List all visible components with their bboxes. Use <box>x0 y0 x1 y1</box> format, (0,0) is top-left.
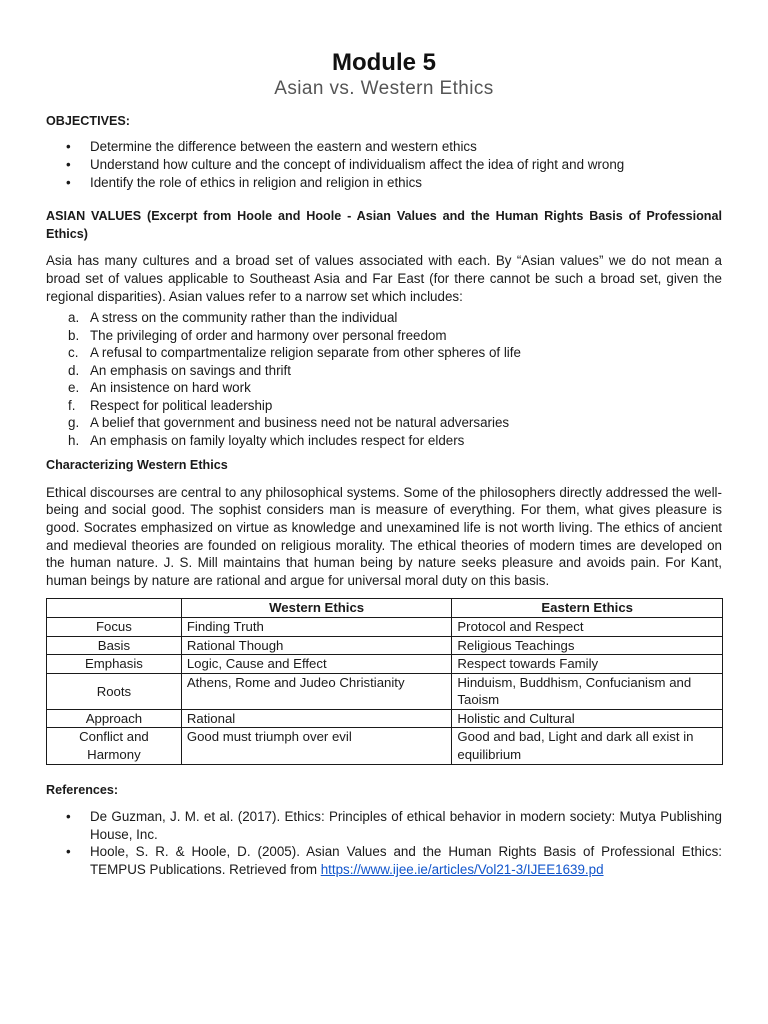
table-row <box>47 636 723 655</box>
list-marker: e. <box>68 380 80 396</box>
list-marker: c. <box>68 345 79 361</box>
table-cell: Hinduism, Buddhism, Confucianism and Taoism <box>452 673 723 709</box>
references-list <box>46 808 722 878</box>
ethics-comparison-table <box>46 598 723 764</box>
list-marker: g. <box>68 415 80 431</box>
page-subtitle: Asian vs. Western Ethics <box>274 78 494 99</box>
table-row <box>47 655 723 674</box>
table-cell: Holistic and Cultural <box>452 709 723 728</box>
reference-link[interactable]: https://www.ijee.ie/articles/Vol21-3/IJEE1639.pd <box>320 862 604 878</box>
list-item-text: An emphasis on family loyalty which includes respect for elders <box>90 432 465 448</box>
list-item <box>90 843 722 878</box>
table-row-label: Basis <box>47 636 182 655</box>
list-item-text: A stress on the community rather than the individual <box>90 310 398 326</box>
reference-text: De Guzman, J. M. et al. (2017). Ethics: Principles of ethical behavior in modern society: Mutya Publishing House, Inc. <box>90 809 722 842</box>
list-item-text: Respect for political leadership <box>90 397 273 413</box>
table-cell: Protocol and Respect <box>452 617 723 636</box>
list-item <box>68 344 722 362</box>
table-row <box>47 728 723 764</box>
table-row-label: Focus <box>47 617 182 636</box>
list-marker: a. <box>68 310 80 326</box>
table-header-cell: Eastern Ethics <box>452 599 723 618</box>
asian-values-heading: ASIAN VALUES (Excerpt from Hoole and Hoole - Asian Values and the Human Rights Basis of Professional Ethics) <box>46 209 722 241</box>
list-item: • Identify the role of ethics in religion and religion in ethics <box>90 174 722 192</box>
table-cell: Good must triumph over evil <box>181 728 452 764</box>
western-ethics-paragraph: Ethical discourses are central to any philosophical systems. Some of the philosophers directly addressed the well-being and social good. The sophist considers man is measure of everything. For them, what gives pleasure is good. Socrates emphasized on virtue as knowledge and unexamined life is not worth living. The ethics of ancient and medieval theories are founded on religious morality. The ethical theories of modern times are developed on the human nature. J. S. Mill maintains that human being by nature seeks pleasure and avoids pain. For Kant, human beings by nature are rational and argue for universal moral duty on this basis. <box>46 484 722 588</box>
table-cell: Respect towards Family <box>452 655 723 674</box>
page-title: Module 5 <box>331 49 436 76</box>
list-item: • Determine the difference between the eastern and western ethics <box>90 138 722 156</box>
objectives-list <box>46 138 722 193</box>
list-item <box>90 808 722 843</box>
list-item <box>68 327 722 345</box>
list-item-text: A refusal to compartmentalize religion separate from other spheres of life <box>90 345 521 361</box>
table-row <box>47 673 723 709</box>
list-item <box>68 309 722 327</box>
list-marker: f. <box>68 397 76 413</box>
list-item <box>68 397 722 415</box>
table-cell: Athens, Rome and Judeo Christianity <box>181 673 452 709</box>
reference-text: Hoole, S. R. & Hoole, D. (2005). Asian Values and the Human Rights Basis of Professional Ethics: TEMPUS Publications. Retrieved from <box>90 844 722 878</box>
list-item: • Understand how culture and the concept of individualism affect the idea of right and wrong <box>90 156 722 174</box>
table-row <box>47 709 723 728</box>
table-header-row <box>47 599 723 618</box>
table-cell: Rational <box>181 709 452 728</box>
asian-values-list <box>46 309 722 449</box>
table-row-label: Emphasis <box>47 655 182 674</box>
list-item <box>68 379 722 397</box>
list-marker: b. <box>68 327 80 343</box>
table-cell: Logic, Cause and Effect <box>181 655 452 674</box>
list-marker: d. <box>68 362 80 378</box>
table-cell: Good and bad, Light and dark all exist in equilibrium <box>452 728 723 764</box>
table-row-label: Conflict and Harmony <box>47 728 182 764</box>
list-item <box>68 362 722 380</box>
list-item-text: The privileging of order and harmony over personal freedom <box>90 327 447 343</box>
table-cell: Finding Truth <box>181 617 452 636</box>
list-item <box>68 432 722 450</box>
list-item <box>68 414 722 432</box>
table-header-cell: Western Ethics <box>181 599 452 618</box>
references-heading: References: <box>46 782 119 797</box>
list-marker: h. <box>68 432 80 448</box>
table-row <box>47 617 723 636</box>
table-row-label: Approach <box>47 709 182 728</box>
list-item-text: A belief that government and business need not be natural adversaries <box>90 415 510 431</box>
list-item-text: An emphasis on savings and thrift <box>90 362 291 378</box>
western-ethics-heading: Characterizing Western Ethics <box>46 458 228 473</box>
table-row-label: Roots <box>47 673 182 709</box>
table-header-cell <box>47 599 182 618</box>
asian-values-paragraph: Asia has many cultures and a broad set of values associated with each. By “Asian values” we do not mean a broad set of values applicable to Southeast Asia and Far East (for there cannot be such a broad set, given the regional disparities). Asian values refer to a narrow set which includes: <box>46 253 722 304</box>
objectives-heading: OBJECTIVES: <box>46 114 130 128</box>
table-cell: Rational Though <box>181 636 452 655</box>
table-cell: Religious Teachings <box>452 636 723 655</box>
list-item-text: An insistence on hard work <box>90 380 251 396</box>
